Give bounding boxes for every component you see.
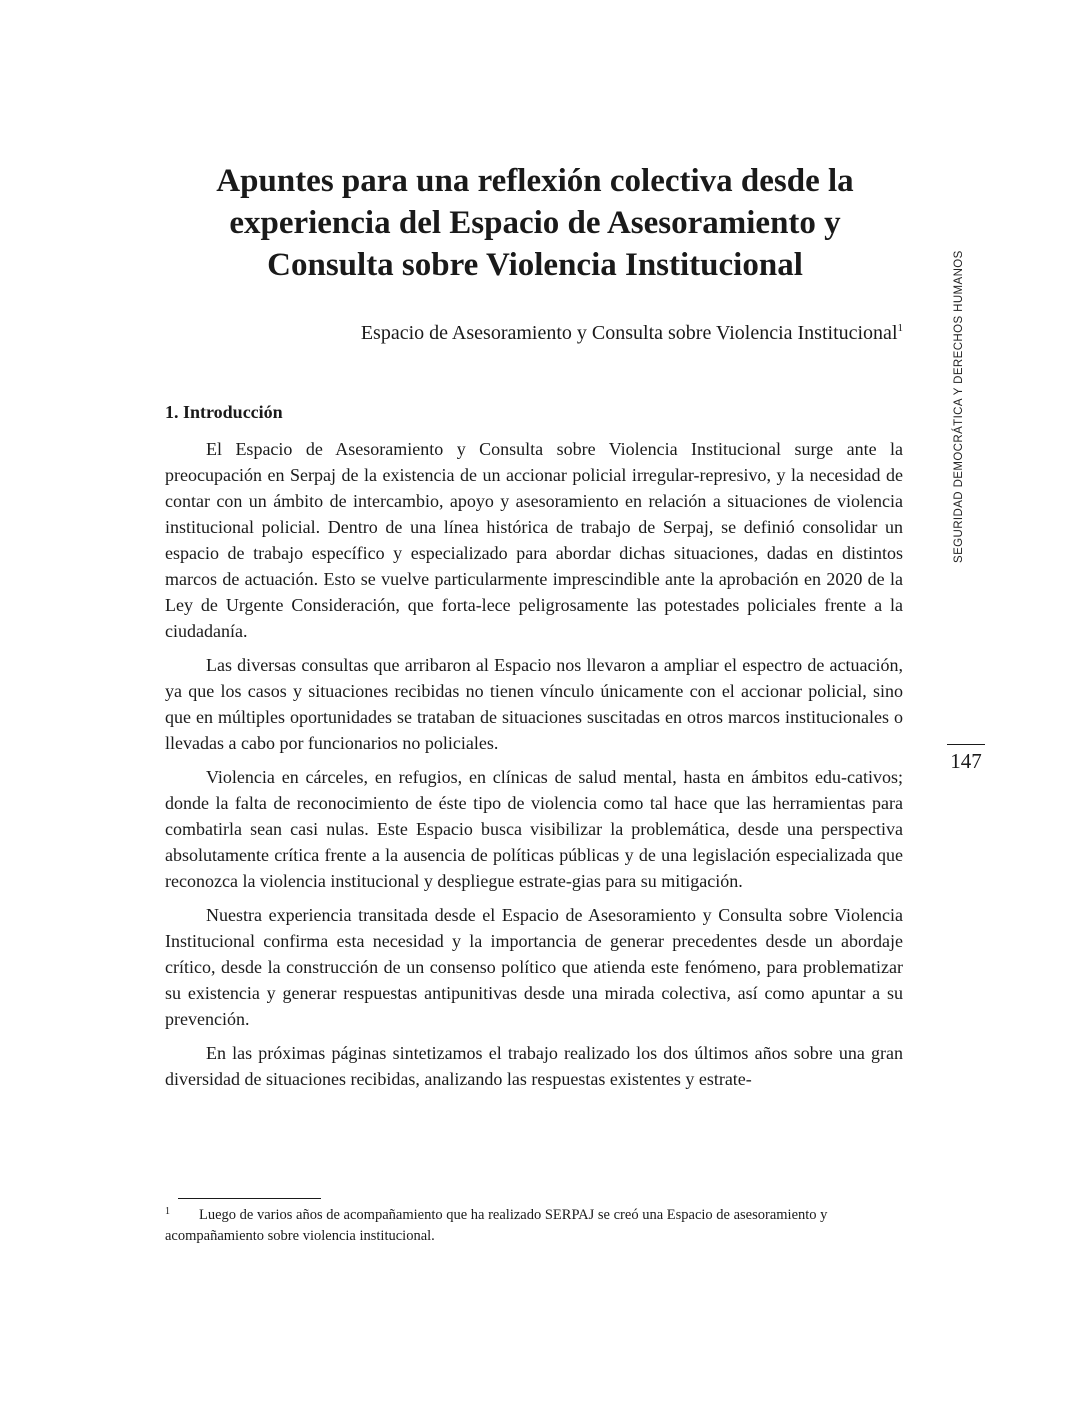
footnote-reference: 1	[897, 322, 903, 334]
title-line: Consulta sobre Violencia Institucional	[267, 247, 803, 283]
title-line: experiencia del Espacio de Asesoramiento y	[229, 205, 841, 241]
section-body	[165, 436, 903, 1100]
paragraph: En las próximas páginas sintetizamos el trabajo realizado los dos últimos años sobre una gran diversidad de situaciones recibidas, analizando las respuestas existentes y estrate-	[165, 1043, 903, 1089]
title-line: Apuntes para una reflexión colectiva desde la	[216, 163, 854, 199]
paragraph: Violencia en cárceles, en refugios, en clínicas de salud mental, hasta en ámbitos edu-cativos; donde la falta de reconocimiento de éste tipo de violencia como tal hace que las herramientas para combatirla sean casi nulas. Este Espacio busca visibilizar la problemática, desde una perspectiva absolutamente crítica frente a la ausencia de políticas públicas y de una legislación especializada que reconozca la violencia institucional y despliegue estrate-gias para su mitigación.	[165, 767, 903, 891]
paragraph: El Espacio de Asesoramiento y Consulta sobre Violencia Institucional surge ante la preocupación en Serpaj de la existencia de un accionar policial irregular-represivo, y la necesidad de contar con un ámbito de intercambio, apoyo y asesoramiento en relación a situaciones de violencia institucional policial. Dentro de una línea histórica de trabajo de Serpaj, se definió consolidar un espacio de trabajo específico y especializado para abordar dichas situaciones, dadas en distintos marcos de actuación. Esto se vuelve particularmente imprescindible ante la aprobación en 2020 de la Ley de Urgente Consideración, que forta-lece peligrosamente las potestades policiales frente a la ciudadanía.	[165, 439, 903, 641]
section-heading: 1. Introducción	[165, 402, 283, 422]
page-number-rule	[947, 744, 985, 745]
running-section-label: SEGURIDAD DEMOCRÁTICA Y DERECHOS HUMANOS	[953, 250, 965, 563]
page-number: 147	[950, 749, 982, 773]
footnote: 1 Luego de varios años de acompañamiento que ha realizado SERPAJ se creó una Espacio de asesoramiento y acompañamiento sobre violencia institucional.	[165, 1206, 828, 1244]
article-title	[160, 160, 910, 286]
author-name: Espacio de Asesoramiento y Consulta sobre Violencia Institucional	[360, 322, 898, 344]
footnote-text: Luego de varios años de acompañamiento que ha realizado SERPAJ se creó una Espacio de asesoramiento y acompañamiento sobre violencia institucional.	[165, 1207, 828, 1244]
paragraph: Las diversas consultas que arribaron al Espacio nos llevaron a ampliar el espectro de actuación, ya que los casos y situaciones recibidas no tienen vínculo únicamente con el accionar policial, sino que en múltiples oportunidades se trataban de situaciones suscitadas en otros marcos institucionales o llevadas a cabo por funcionarios no policiales.	[165, 655, 903, 753]
paragraph: Nuestra experiencia transitada desde el Espacio de Asesoramiento y Consulta sobre Violencia Institucional confirma esta necesidad y la importancia de generar precedentes desde un abordaje crítico, desde la construcción de un consenso político que atienda este fenómeno, para problematizar su existencia y generar respuestas antipunitivas desde una mirada colectiva, así como apuntar a su prevención.	[165, 905, 903, 1029]
footnote-divider	[178, 1198, 321, 1199]
author-line	[160, 319, 903, 347]
